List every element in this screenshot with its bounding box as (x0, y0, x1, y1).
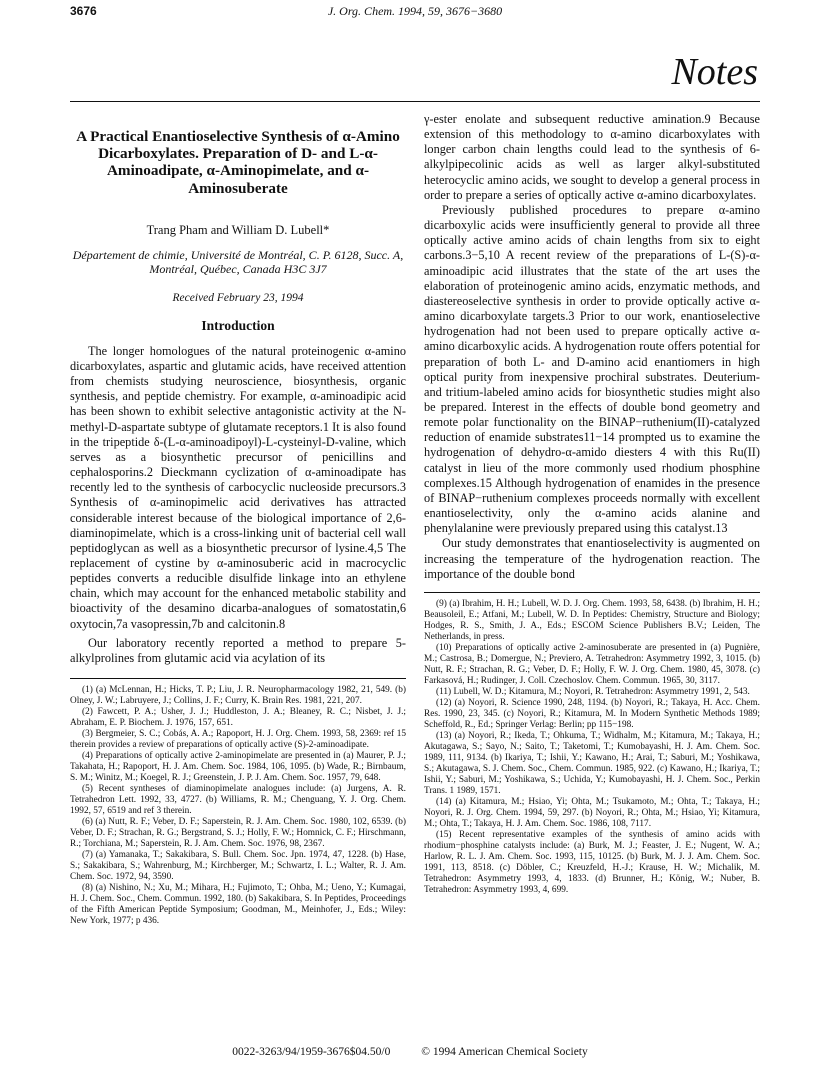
footnote: (1) (a) McLennan, H.; Hicks, T. P.; Liu, J. R. Neuropharmacology 1982, 21, 549. (b) Olney, J. W.; Labruyere, J.; Collins, J. F.; Curry, K. Brain Res. 1981, 221, 207. (70, 685, 406, 707)
body-paragraph: Previously published procedures to prepare α-amino dicarboxylic acids were insufficiently general to provide all three optically active amino acids of chain lengths from six to eight carbons.3−5,10 A recent review of the preparations of L-(S)-α-aminoadipic acid illustrates that the state of the art uses the elaboration of proteinogenic amino acids, enzymatic methods, and diastereoselective synthesis in order to provide optically active α-amino dicarboxylate targets.3 Prior to our work, enantioselective hydrogenation had not been used to prepare optically active α-amino dicarboxylic acids. A hydrogenation route offers potential for preparation of both L- and D-amino acid enantiomers in high optical purity from inexpensive prochiral substrates. Deuterium- and tritium-labeled amino acids for biosynthetic studies might also be prepared. Interest in the effects of double bond geometry and remote polar functionality on the BINAP−ruthenium(II)-catalyzed reduction of enamide substrates11−14 prompted us to examine the hydrogenation of dehydro-α-amido diesters 4 with this Ru(II) catalyst in lieu of the more commonly used rhodium phosphine complexes.15 Although hydrogenation of enamides in the presence of BINAP−ruthenium complexes proceeds normally with excellent enantioselectivity, only the α-amino acids alanine and phenylalanine were previously prepared using this catalyst.13 (424, 202, 760, 536)
footnote: (5) Recent syntheses of diaminopimelate analogues include: (a) Jurgens, A. R. Tetrahedron Lett. 1992, 33, 4727. (b) Williams, R. M.; Chenguang, Y. J. Org. Chem. 1992, 57, 6519 and ref 3 therein. (70, 784, 406, 817)
section-title: Notes (671, 51, 758, 93)
footnote: (6) (a) Nutt, R. F.; Veber, D. F.; Saperstein, R. J. Am. Chem. Soc. 1980, 102, 6539. (b) Veber, D. F.; Strachan, R. G.; Bergstrand, S. J.; Holly, F. W.; Homnick, C. F.; Hirschmann, R.; Torchiana, M.; Saperstein, R. J. Am. Chem. Soc. 1976, 98, 2367. (70, 817, 406, 850)
article-title: A Practical Enantioselective Synthesis of α-Amino Dicarboxylates. Preparation of D- and L-α-Aminoadipate, α-Aminopimelate, and α-Aminosuberate (76, 128, 400, 197)
footnote: (12) (a) Noyori, R. Science 1990, 248, 1194. (b) Noyori, R.; Takaya, H. Acc. Chem. Res. 1990, 23, 345. (c) Noyori, R.; Kitamura, M. In Modern Synthetic Methods 1989; Scheffold, R., Ed.; Springer Verlag: Berlin; pp 115−198. (424, 697, 760, 730)
body-paragraph: γ-ester enolate and subsequent reductive amination.9 Because extension of this methodology to α-amino dicarboxylates with longer carbon chain lengths could lead to the synthesis of 6-alkylpipecolinic acids as well as larger alkyl-substituted heterocyclic amino acids, we sought to develop a general process in order to prepare a series of optically active α-amino dicarboxylates. (424, 112, 760, 202)
body-paragraph: Our study demonstrates that enantioselectivity is augmented on increasing the temperature of the hydrogenation reaction. The importance of the double bond (424, 536, 760, 581)
header-rule (70, 101, 760, 102)
left-column (70, 112, 406, 927)
footnote: (10) Preparations of optically active 2-aminosuberate are presented in (a) Pugnière, M.; Castrosa, B.; Domergue, N.; Previero, A. Tetrahedron: Asymmetry 1992, 3, 1015. (b) Nutt, R. F.; Strachan, R. G.; Veber, D. F.; Holly, F. W. J. Org. Chem. 1980, 45, 3078. (c) Farkasová, H.; Rudinger, J. Coll. Czechoslov. Chem. Commun. 1965, 30, 3117. (424, 642, 760, 686)
footnote-rule (70, 678, 406, 679)
copyright-notice: © 1994 American Chemical Society (421, 1046, 588, 1058)
footnote: (4) Preparations of optically active 2-aminopimelate are presented in (a) Maurer, P. J.; Takahata, H.; Rapoport, H. J. Am. Chem. Soc. 1984, 106, 1095. (b) Wade, R.; Birnbaum, S. M.; Winitz, M.; Koegel, R. J.; Greenstein, J. P. J. Am. Chem. Soc. 1957, 79, 648. (70, 751, 406, 784)
footnote: (7) (a) Yamanaka, T.; Sakakibara, S. Bull. Chem. Soc. Jpn. 1974, 47, 1228. (b) Hase, S.; Sakakibara, S.; Wahrenburg, M.; Kirchberger, M.; Schwartz, I. L.; Walter, R. J. Am. Chem. Soc. 1972, 94, 3590. (70, 850, 406, 883)
body-paragraph: Our laboratory recently reported a method to prepare 5-alkylprolines from glutamic acid via acylation of its (70, 635, 406, 665)
footnote: (8) (a) Nishino, N.; Xu, M.; Mihara, H.; Fujimoto, T.; Ohba, M.; Ueno, Y.; Kumagai, H. J. Chem. Soc., Chem. Commun. 1992, 180. (b) Sakakibara, S. In Peptides, Proceedings of the Fifth American Peptide Symposium; Goodman, M., Meinhofer, J., Eds.; Wiley: New York, 1977; p 436. (70, 883, 406, 927)
footnote: (3) Bergmeier, S. C.; Cobás, A. A.; Rapoport, H. J. Org. Chem. 1993, 58, 2369: ref 15 therein provides a review of preparations of optically active (S)-2-aminoadipate. (70, 729, 406, 751)
section-heading-introduction: Introduction (201, 317, 275, 333)
footnote: (2) Fawcett, P. A.; Usher, J. J.; Huddleston, J. A.; Bleaney, R. C.; Nisbet, J. J.; Abraham, E. P. Biochem. J. 1976, 157, 651. (70, 707, 406, 729)
article-code: 0022-3263/94/1959-3676$04.50/0 (232, 1046, 391, 1058)
body-paragraph: The longer homologues of the natural proteinogenic α-amino dicarboxylates, aspartic and glutamic acids, have received attention from chemists studying neuroscience, biosynthesis, organic synthesis, and peptide chemistry. For example, α-aminoadipic acid has been shown to exhibit selective antagonistic activity at the N-methyl-D-aspartate subtype of glutamate receptors.1 It is also found in the tripeptide δ-(L-α-aminoadipoyl)-L-cysteinyl-D-valine, which serves as a biosynthetic precursor of penicillins and cephalosporins.2 Dieckmann cyclization of α-aminoadipate has recently led to the synthesis of carbocyclic nucleoside precursors.3 Synthesis of α-aminopimelic acid derivatives has attracted considerable interest because of the biological importance of 2,6-diaminopimelate, which is a cross-linking unit of bacterial cell wall peptidoglycan as well as a biosynthetic precursor of lysine.4,5 The replacement of cystine by α-aminosuberic acid in macrocyclic peptides converts a reducible disulfide linkage into an ethylene chain, which may account for the enhanced metabolic stability and bioactivity of the desamino dicarba-analogues of somatostatin,6 oxytocin,7a vasopressin,7b and calcitonin.8 (70, 343, 406, 631)
author-affiliation: Département de chimie, Université de Montréal, C. P. 6128, Succ. A, Montréal, Québec, Canada H3C 3J7 (72, 247, 404, 276)
footnote: (13) (a) Noyori, R.; Ikeda, T.; Ohkuma, T.; Widhalm, M.; Kitamura, M.; Takaya, H.; Akutagawa, S.; Sayo, N.; Saito, T.; Taketomi, T.; Kumobayashi, H. J. Am. Chem. Soc. 1989, 111, 9134. (b) Ikariya, T.; Ishii, Y.; Kawano, H.; Arai, T.; Saburi, M.; Yoshikawa, S.; Akutagawa, S. J. Chem. Soc., Chem. Commun. 1985, 922. (c) Kawano, H.; Ikariya, T.; Ishii, Y.; Saburi, M.; Yoshikawa, S.; Uchida, Y.; Kumobayashi, H. J. Chem. Soc., Perkin Trans. 1 1989, 1571. (424, 730, 760, 796)
running-header (70, 4, 760, 26)
received-date: Received February 23, 1994 (172, 291, 304, 304)
footnote: (11) Lubell, W. D.; Kitamura, M.; Noyori, R. Tetrahedron: Asymmetry 1991, 2, 543. (436, 686, 750, 697)
footnote: (15) Recent representative examples of the synthesis of amino acids with rhodium−phosphine catalysts include: (a) Burk, M. J.; Feaster, J. E.; Nugent, W. A.; Harlow, R. L. J. Am. Chem. Soc. 1993, 115, 10125. (b) Burk, M. J. J. Am. Chem. Soc. 1991, 113, 8518. (c) Döbler, C.; Kreuzfeld, H.-J.; Krause, H. W.; Michalik, M. Tetrahedron: Asymmetry 1993, 4, 1833. (d) Brunner, H.; König, W.; Nuber, B. Tetrahedron: Asymmetry 1993, 4, 699. (424, 829, 760, 895)
journal-citation: J. Org. Chem. 1994, 59, 3676−3680 (327, 4, 503, 18)
footnote: (9) (a) Ibrahim, H. H.; Lubell, W. D. J. Org. Chem. 1993, 58, 6438. (b) Ibrahim, H. H.; Beausoleil, E.; Atfani, M.; Lubell, W. D. In Peptides: Chemistry, Structure and Biology; Hodges, R. S., Smith, J. A., Eds.; ESCOM Science Publishers B.V.; Leiden, The Netherlands, in press. (424, 598, 760, 642)
page-footer (0, 1046, 820, 1058)
article-authors: Trang Pham and William D. Lubell* (146, 222, 330, 237)
footnote-rule (424, 592, 760, 593)
right-column (424, 112, 760, 896)
footnote: (14) (a) Kitamura, M.; Hsiao, Yi; Ohta, M.; Tsukamoto, M.; Ohta, T.; Takaya, H.; Noyori, R. J. Org. Chem. 1994, 59, 297. (b) Noyori, R.; Ohta, M.; Hsiao, Yi; Kitamura, M.; Ohta, T.; Takaya, H. J. Am. Chem. Soc. 1986, 108, 7117. (424, 796, 760, 829)
page-number: 3676 (70, 4, 97, 18)
